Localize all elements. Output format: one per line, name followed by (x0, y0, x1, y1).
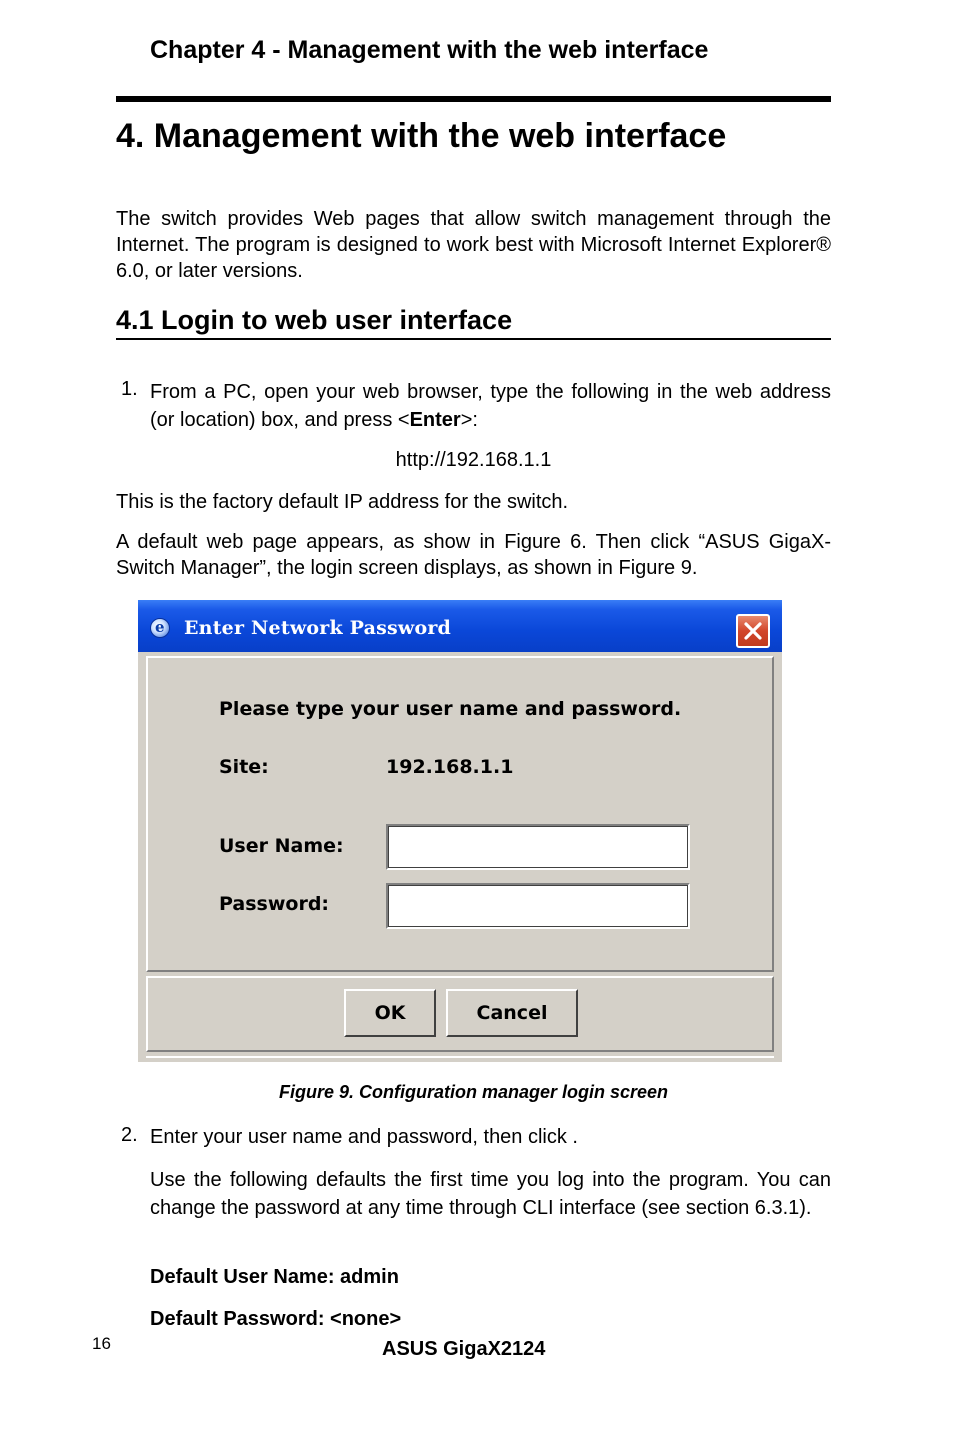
use-defaults-paragraph: Use the following defaults the first time you log into the program. You can change the password at any time through CLI interface (see section 6.3.1). (150, 1169, 831, 1219)
dialog-footer (146, 976, 774, 1052)
default-password: Default Password: <none> (150, 1308, 402, 1330)
step-1-number: 1. (121, 378, 138, 400)
step-1-text-after: >: (460, 409, 478, 431)
login-dialog-screenshot (138, 600, 782, 1062)
step-2-number: 2. (121, 1124, 138, 1146)
section-title: 4.1 Login to web user interface (116, 305, 831, 340)
dialog-bottom-edge (146, 1056, 774, 1058)
dialog-prompt: Please type your user name and password. (219, 698, 682, 720)
default-user-name: Default User Name: admin (150, 1266, 399, 1288)
step-1-text (150, 378, 831, 434)
page-title: 4. Management with the web interface (116, 117, 727, 155)
dialog-titlebar (138, 600, 782, 652)
step-1-text-before: From a PC, open your web browser, type the following in the web address (or location) box, and press < (150, 381, 831, 431)
ie-icon: e (150, 618, 170, 638)
password-label: Password: (219, 893, 330, 915)
chapter-header: Chapter 4 - Management with the web interface (150, 36, 709, 64)
default-page-note: A default web page appears, as show in Figure 6. Then click “ASUS GigaX-Switch Manager”, the login screen displays, as shown in Figure 9. (116, 531, 831, 579)
dialog-body (146, 656, 774, 972)
cancel-button[interactable]: Cancel (446, 989, 578, 1037)
close-icon (743, 621, 763, 641)
page-number: 16 (92, 1334, 111, 1353)
figure-caption: Figure 9. Configuration manager login screen (278, 1082, 669, 1102)
enter-key-label: Enter (409, 409, 461, 431)
dialog-title: Enter Network Password (184, 617, 452, 639)
site-value: 192.168.1.1 (386, 756, 514, 778)
ok-button[interactable]: OK (344, 989, 436, 1037)
close-button[interactable] (736, 614, 770, 648)
site-label: Site: (219, 756, 269, 778)
header-rule (116, 96, 831, 102)
password-field[interactable] (386, 883, 690, 929)
username-field[interactable] (386, 824, 690, 870)
intro-paragraph: The switch provides Web pages that allow switch management through the Internet. The program is designed to work best with Microsoft Internet Explorer® 6.0, or later versions. (116, 208, 831, 282)
step-2-text: Enter your user name and password, then click . (150, 1126, 578, 1148)
footer-product: ASUS GigaX2124 (382, 1338, 546, 1360)
factory-note: This is the factory default IP address for the switch. (116, 491, 569, 513)
url-line: http://192.168.1.1 (395, 449, 552, 471)
username-label: User Name: (219, 835, 344, 857)
